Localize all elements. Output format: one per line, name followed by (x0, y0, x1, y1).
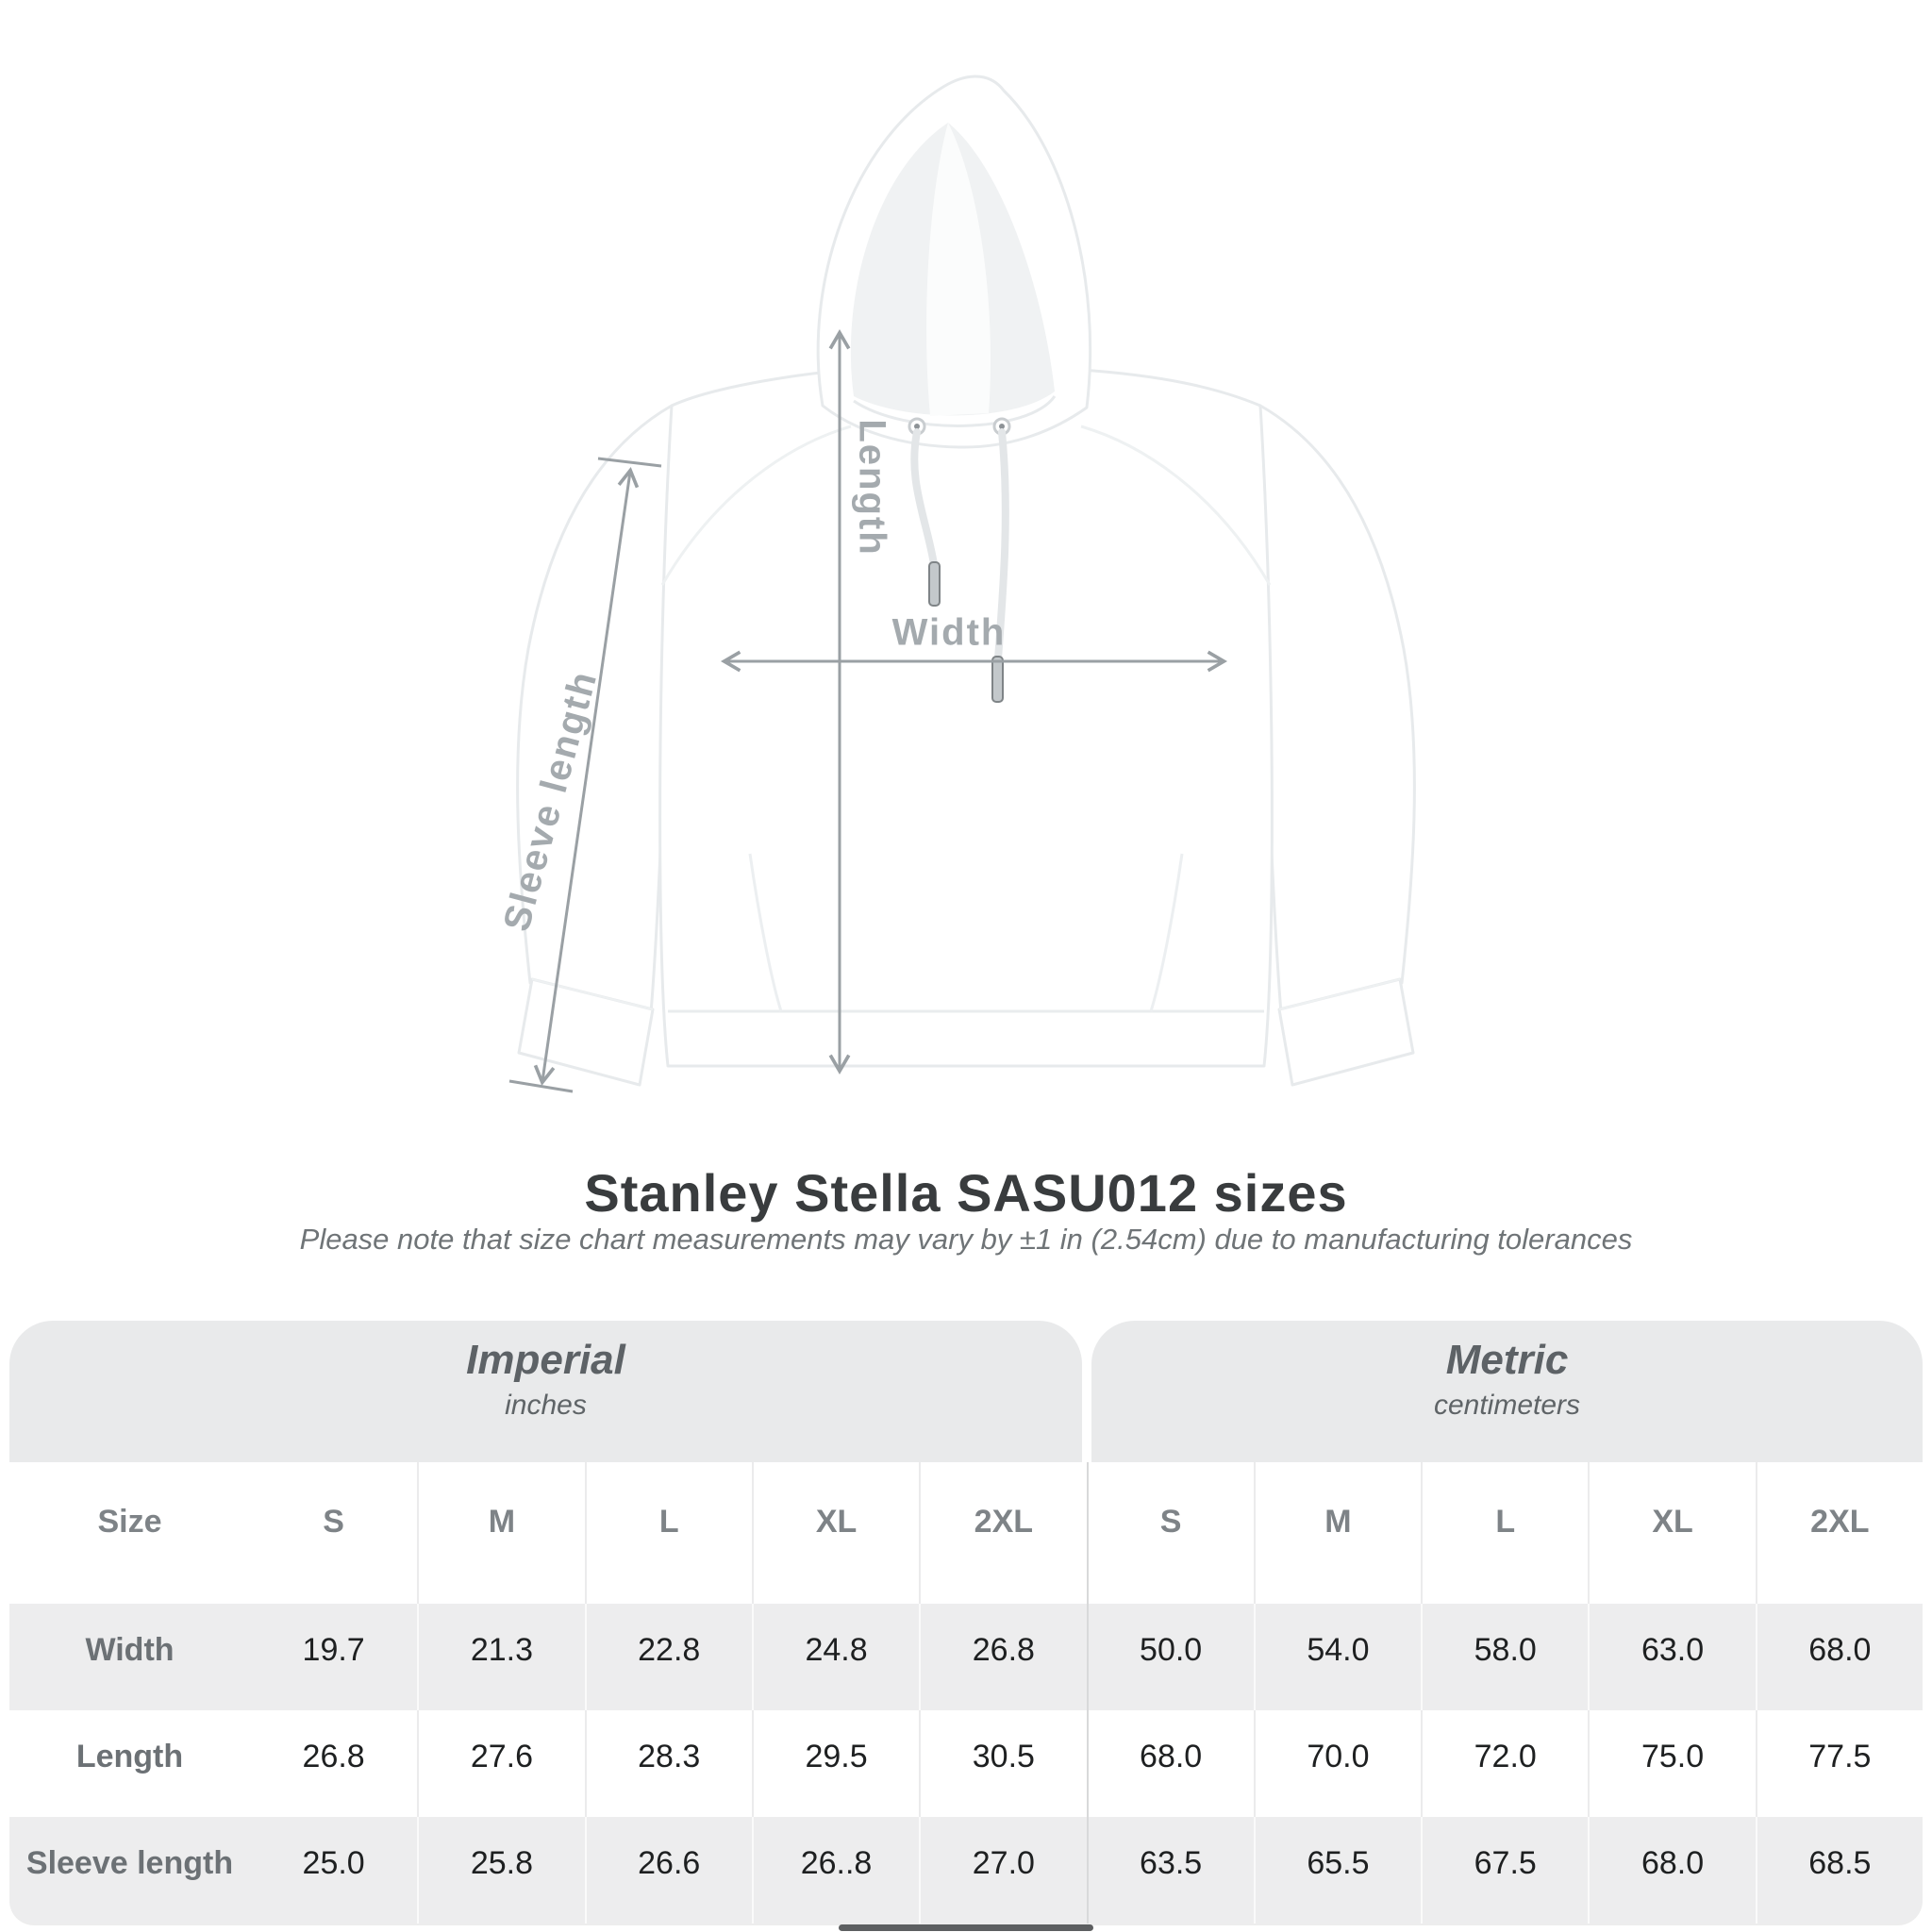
page-title: Stanley Stella SASU012 sizes (584, 1163, 1348, 1223)
length-imperial-m: 27.6 (417, 1710, 584, 1817)
tolerance-note: Please note that size chart measurements may vary by ±1 in (2.54cm) due to manufacturing tolerances (299, 1223, 1633, 1256)
size-col-metric-l: L (1421, 1462, 1588, 1604)
length-metric-2xl: 77.5 (1756, 1710, 1923, 1817)
length-metric-l: 72.0 (1421, 1710, 1588, 1817)
width-row-label: Width (85, 1632, 175, 1668)
width-metric-m: 54.0 (1254, 1604, 1421, 1710)
sleeve-metric-2xl: 68.5 (1756, 1817, 1923, 1924)
sleeve-imperial-2xl: 27.0 (919, 1817, 1086, 1924)
width-row (9, 1604, 1923, 1710)
length-imperial-2xl: 30.5 (919, 1710, 1086, 1817)
sleeve-metric-s: 63.5 (1087, 1817, 1254, 1924)
length-imperial-s: 26.8 (302, 1739, 365, 1774)
sleeve-length-row (9, 1817, 1923, 1924)
width-metric-xl: 63.0 (1588, 1604, 1755, 1710)
width-imperial-s: 19.7 (302, 1632, 365, 1668)
length-imperial-l: 28.3 (585, 1710, 752, 1817)
size-col-imperial-l: L (585, 1462, 752, 1604)
size-col-imperial-m: M (417, 1462, 584, 1604)
length-metric-s: 68.0 (1087, 1710, 1254, 1817)
sleeve-imperial-l: 26.6 (585, 1817, 752, 1924)
unit-header-imperial (9, 1321, 1082, 1462)
length-imperial-xl: 29.5 (752, 1710, 919, 1817)
length-label: Length (851, 419, 893, 557)
sleeve-imperial-xl: 26..8 (752, 1817, 919, 1924)
imperial-unit: inches (505, 1390, 587, 1421)
width-imperial-2xl: 26.8 (919, 1604, 1086, 1710)
length-row (9, 1710, 1923, 1817)
size-col-imperial-2xl: 2XL (919, 1462, 1086, 1604)
width-metric-s: 50.0 (1087, 1604, 1254, 1710)
size-header-row (9, 1462, 1923, 1604)
width-metric-2xl: 68.0 (1756, 1604, 1923, 1710)
sleeve-metric-m: 65.5 (1254, 1817, 1421, 1924)
sleeve-imperial-m: 25.8 (417, 1817, 584, 1924)
imperial-title: Imperial (466, 1337, 625, 1383)
width-metric-l: 58.0 (1421, 1604, 1588, 1710)
sleeve-top-tick (598, 458, 661, 466)
sleeve-imperial-s: 25.0 (302, 1845, 365, 1881)
width-imperial-xl: 24.8 (752, 1604, 919, 1710)
size-col-metric-m: M (1254, 1462, 1421, 1604)
size-col-metric-s: S (1087, 1462, 1254, 1604)
width-imperial-m: 21.3 (417, 1604, 584, 1710)
horizontal-scrollbar-thumb[interactable] (839, 1924, 1093, 1931)
width-label: Width (891, 611, 1007, 654)
sleeve-metric-xl: 68.0 (1588, 1817, 1755, 1924)
metric-unit: centimeters (1433, 1390, 1581, 1421)
size-col-metric-xl: XL (1588, 1462, 1755, 1604)
sleeve-bottom-tick (509, 1081, 573, 1091)
length-row-label: Length (75, 1739, 184, 1774)
unit-header-metric (1091, 1321, 1923, 1462)
size-col-imperial-xl: XL (752, 1462, 919, 1604)
sleeve-row-label: Sleeve length (25, 1845, 234, 1881)
length-metric-m: 70.0 (1254, 1710, 1421, 1817)
width-imperial-l: 22.8 (585, 1604, 752, 1710)
size-table (9, 1321, 1923, 1924)
metric-title: Metric (1445, 1337, 1569, 1383)
length-metric-xl: 75.0 (1588, 1710, 1755, 1817)
size-col-metric-2xl: 2XL (1756, 1462, 1923, 1604)
sleeve-metric-l: 67.5 (1421, 1817, 1588, 1924)
sleeve-length-label: Sleeve length (495, 666, 606, 936)
size-col-imperial-s: S (323, 1503, 344, 1540)
size-header-label: Size (97, 1503, 162, 1540)
unit-header-band (9, 1321, 1923, 1462)
